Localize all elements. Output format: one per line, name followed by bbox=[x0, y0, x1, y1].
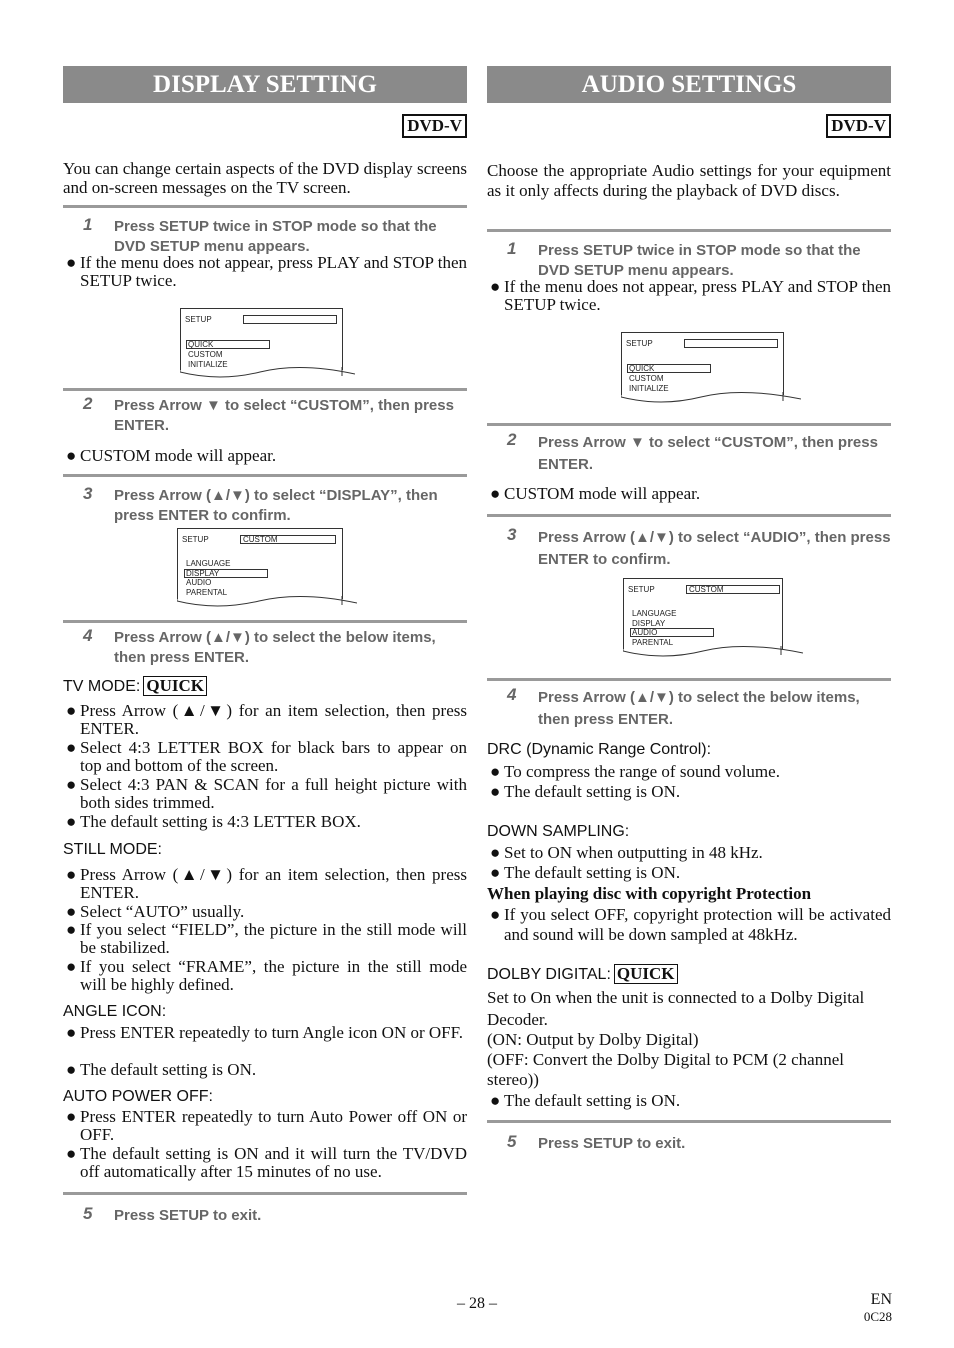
step-text: Press Arrow ▼ to select “CUSTOM”, then press ENTER. bbox=[538, 434, 878, 473]
screen-title: SETUP bbox=[628, 585, 655, 594]
step-number: 5 bbox=[83, 1204, 93, 1223]
step-2 bbox=[487, 432, 891, 476]
screen-tab: CUSTOM bbox=[689, 585, 724, 594]
step-text: Press SETUP to exit. bbox=[114, 1207, 262, 1224]
screen-title: SETUP bbox=[185, 315, 212, 324]
quick-badge: QUICK bbox=[614, 964, 678, 984]
menu-item: LANGUAGE bbox=[186, 559, 231, 568]
bullet-item: ● If you select OFF, copyright protection will be activated and sound will be down sampled at 48kHz. bbox=[490, 905, 891, 944]
still-mode-heading: STILL MODE: bbox=[63, 841, 162, 858]
step-text: Press SETUP twice in STOP mode so that the DVD SETUP menu appears. bbox=[538, 242, 861, 279]
menu-item: PARENTAL bbox=[186, 588, 228, 597]
menu-item: QUICK bbox=[188, 340, 214, 349]
bullet-item: ● Select 4:3 PAN & SCAN for a full height picture with both sides trimmed. bbox=[66, 775, 467, 812]
step-text: Press Arrow ▼ to select “CUSTOM”, then press ENTER. bbox=[114, 397, 454, 434]
bullet-item: ● If you select “FIELD”, the picture in the still mode will be stabilized. bbox=[66, 920, 467, 957]
dvd-v-badge: DVD-V bbox=[826, 114, 891, 138]
divider bbox=[63, 1192, 467, 1195]
step-text: Press Arrow (▲/▼) to select the below items, then press ENTER. bbox=[538, 689, 860, 728]
bullet-item: ● If the menu does not appear, press PLAY and STOP then SETUP twice. bbox=[66, 253, 467, 290]
divider bbox=[63, 388, 467, 391]
divider bbox=[487, 514, 891, 517]
step-5 bbox=[63, 1206, 467, 1226]
step-number: 1 bbox=[83, 215, 93, 234]
menu-item: CUSTOM bbox=[629, 374, 664, 383]
section-title: AUDIO SETTINGS bbox=[487, 66, 891, 103]
step-2 bbox=[63, 396, 467, 436]
down-sampling-heading: DOWN SAMPLING: bbox=[487, 823, 630, 840]
bullet-item: ● CUSTOM mode will appear. bbox=[490, 484, 701, 503]
bullet-item: ● If the menu does not appear, press PLAY and STOP then SETUP twice. bbox=[490, 277, 891, 314]
dolby-off-note: (OFF: Convert the Dolby Digital to PCM (2 channel stereo)) bbox=[487, 1050, 844, 1089]
bullet-item: ● The default setting is ON. bbox=[66, 1060, 257, 1079]
dolby-description: Set to On when the unit is connected to a Dolby Digital Decoder. bbox=[487, 988, 865, 1029]
screen-wave-edge bbox=[180, 366, 355, 386]
bullet-icon: ● bbox=[66, 253, 77, 272]
bullet-item: ● CUSTOM mode will appear. bbox=[66, 446, 277, 465]
menu-item: AUDIO bbox=[186, 578, 212, 587]
screen-tab: CUSTOM bbox=[243, 535, 278, 544]
bullet-item: ● Set to ON when outputting in 48 kHz. bbox=[490, 843, 763, 862]
step-5 bbox=[487, 1134, 891, 1154]
step-1 bbox=[63, 217, 467, 257]
divider bbox=[487, 229, 891, 232]
bullet-item: ● The default setting is 4:3 LETTER BOX. bbox=[66, 812, 361, 831]
menu-item: CUSTOM bbox=[188, 350, 223, 359]
screen-title: SETUP bbox=[182, 535, 209, 544]
bullet-icon: ● bbox=[490, 484, 501, 503]
menu-item: PARENTAL bbox=[632, 638, 674, 647]
bullet-item: ● If you select “FRAME”, the picture in the still mode will be highly defined. bbox=[66, 957, 467, 994]
step-number: 5 bbox=[507, 1132, 517, 1151]
step-text: Press Arrow (▲/▼) to select the below items, then press ENTER. bbox=[114, 629, 436, 666]
step-number: 2 bbox=[83, 394, 93, 413]
bullet-item: ● Press ENTER repeatedly to turn Angle icon ON or OFF. bbox=[66, 1023, 463, 1042]
bullet-icon: ● bbox=[490, 277, 501, 296]
custom-menu-screen bbox=[623, 578, 783, 649]
step-4 bbox=[63, 628, 467, 668]
divider bbox=[63, 474, 467, 477]
screen-header-box bbox=[243, 315, 337, 324]
bullet-item: ● To compress the range of sound volume. bbox=[490, 762, 780, 781]
language-code: EN bbox=[870, 1291, 892, 1308]
screen-wave-edge bbox=[177, 595, 357, 615]
dvd-v-badge: DVD-V bbox=[402, 114, 467, 138]
page-number: – 28 – bbox=[457, 1295, 497, 1312]
step-1 bbox=[487, 241, 891, 281]
menu-item: LANGUAGE bbox=[632, 609, 677, 618]
quick-badge: QUICK bbox=[143, 676, 207, 696]
menu-item: DISPLAY bbox=[186, 569, 220, 578]
menu-item: DISPLAY bbox=[632, 619, 666, 628]
divider bbox=[63, 620, 467, 623]
intro-text: Choose the appropriate Audio settings for your equipment as it only affects during the playback of DVD discs. bbox=[487, 161, 891, 200]
document-code: 0C28 bbox=[863, 1309, 892, 1324]
section-title: DISPLAY SETTING bbox=[63, 66, 467, 103]
tv-mode-heading: TV MODE: QUICK bbox=[63, 676, 207, 697]
step-number: 4 bbox=[507, 685, 517, 704]
bullet-item: ● The default setting is ON and it will turn the TV/DVD off automatically after 15 minutes of no use. bbox=[66, 1144, 467, 1181]
bullet-item: ● The default setting is ON. bbox=[490, 1091, 681, 1110]
setup-menu-screen bbox=[180, 308, 343, 370]
bullet-item: ● Select 4:3 LETTER BOX for black bars to appear on top and bottom of the screen. bbox=[66, 738, 467, 775]
bullet-item: ● Select “AUTO” usually. bbox=[66, 902, 245, 921]
step-number: 3 bbox=[83, 484, 93, 503]
copyright-subheading: When playing disc with copyright Protection bbox=[487, 884, 812, 903]
screen-wave-edge bbox=[623, 645, 803, 665]
step-number: 4 bbox=[83, 626, 93, 645]
step-text: Press Arrow (▲/▼) to select “DISPLAY”, then press ENTER to confirm. bbox=[114, 487, 438, 524]
auto-power-off-heading: AUTO POWER OFF: bbox=[63, 1088, 213, 1105]
divider bbox=[487, 1120, 891, 1123]
screen-header-box bbox=[684, 339, 778, 348]
step-number: 3 bbox=[507, 525, 517, 544]
divider bbox=[487, 423, 891, 426]
step-3 bbox=[63, 486, 467, 526]
step-4 bbox=[487, 687, 891, 731]
screen-wave-edge bbox=[621, 391, 801, 411]
step-text: Press Arrow (▲/▼) to select “AUDIO”, then press ENTER to confirm. bbox=[538, 529, 891, 568]
step-text: Press SETUP twice in STOP mode so that the DVD SETUP menu appears. bbox=[114, 218, 437, 255]
step-text: Press SETUP to exit. bbox=[538, 1135, 686, 1152]
bullet-item: ● The default setting is ON. bbox=[490, 863, 681, 882]
menu-item: INITIALIZE bbox=[188, 360, 228, 369]
menu-item: QUICK bbox=[629, 364, 655, 373]
menu-item: INITIALIZE bbox=[629, 384, 669, 393]
dolby-on-note: (ON: Output by Dolby Digital) bbox=[487, 1030, 699, 1049]
bullet-item: ● Press Arrow (▲/▼) for an item selection, then press ENTER. bbox=[66, 865, 467, 902]
step-3 bbox=[487, 527, 891, 571]
bullet-item: ● Press Arrow (▲/▼) for an item selection, then press ENTER. bbox=[66, 701, 467, 738]
bullet-icon: ● bbox=[66, 446, 77, 465]
angle-icon-heading: ANGLE ICON: bbox=[63, 1003, 167, 1020]
step-number: 1 bbox=[507, 239, 517, 258]
intro-text: You can change certain aspects of the DVD display screens and on-screen messages on the TV screen. bbox=[63, 159, 467, 197]
bullet-item: ● The default setting is ON. bbox=[490, 782, 681, 801]
dolby-digital-heading: DOLBY DIGITAL: QUICK bbox=[487, 964, 678, 985]
menu-item: AUDIO bbox=[632, 628, 658, 637]
divider bbox=[487, 678, 891, 681]
step-number: 2 bbox=[507, 430, 517, 449]
divider bbox=[63, 205, 467, 208]
screen-title: SETUP bbox=[626, 339, 653, 348]
custom-menu-screen bbox=[177, 528, 343, 599]
setup-menu-screen bbox=[621, 332, 784, 395]
drc-heading: DRC (Dynamic Range Control): bbox=[487, 741, 712, 758]
bullet-item: ● Press ENTER repeatedly to turn Auto Power off ON or OFF. bbox=[66, 1107, 467, 1144]
